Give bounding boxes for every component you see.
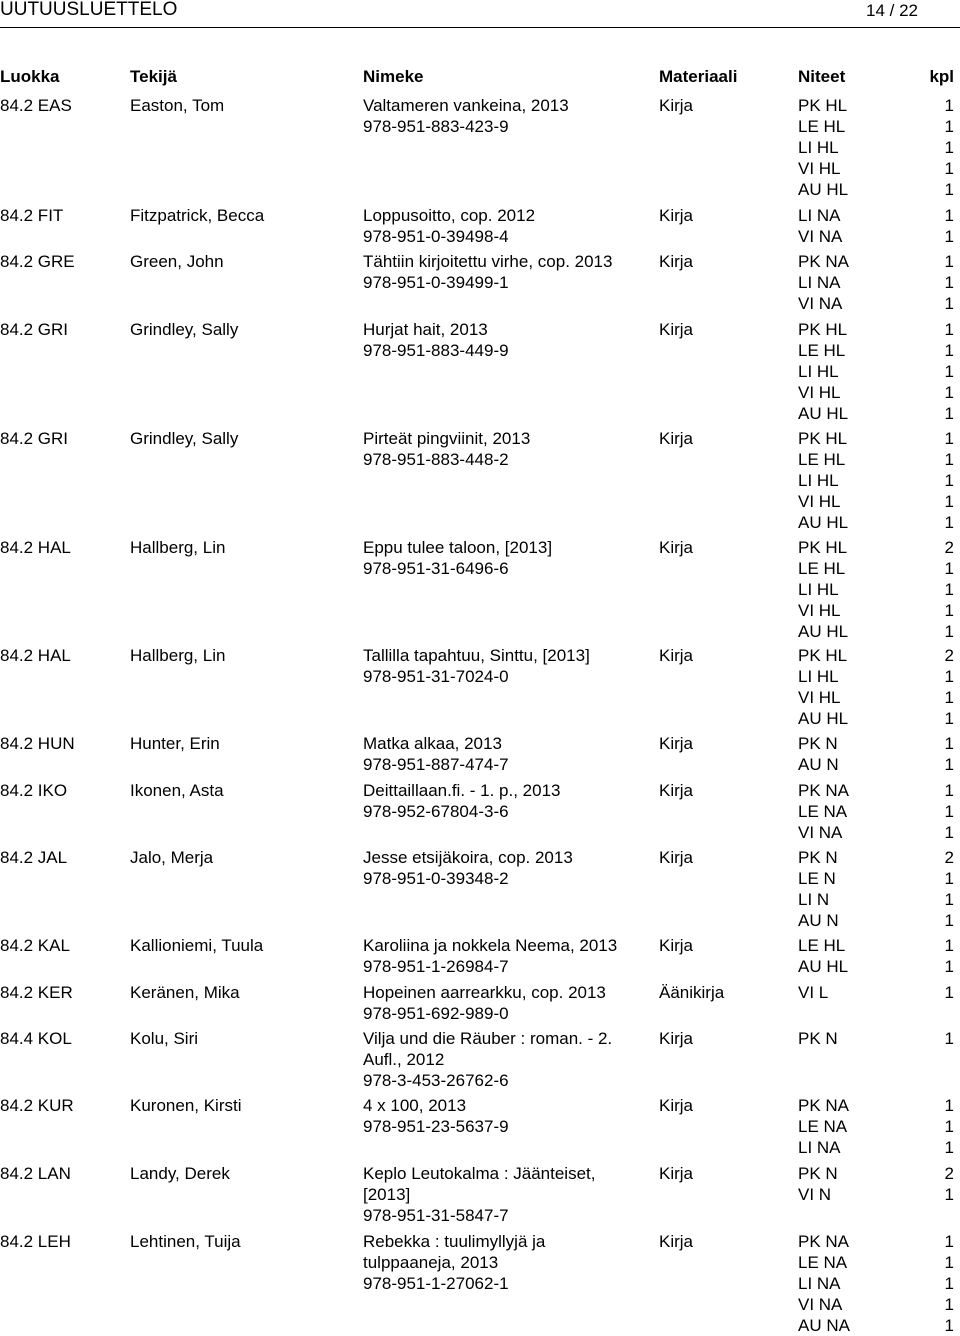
location-code: LE HL [798,559,846,578]
title-text: Rebekka : tuulimyllyjä ja [363,1232,546,1251]
holdings-cell [798,935,848,977]
author-cell: Hunter, Erin [130,734,220,753]
count-cell [945,537,954,642]
copy-count: 1 [944,159,954,178]
location-code: VI HL [798,492,841,511]
copy-count: 1 [944,823,954,842]
author-cell: Keränen, Mika [130,983,240,1002]
isbn-text: 978-951-887-474-7 [363,755,509,774]
author-cell: Easton, Tom [130,96,225,115]
title-text: Tallilla tapahtuu, Sinttu, [2013] [363,646,590,665]
copy-count: 1 [944,911,954,930]
class-cell: 84.2 LAN [0,1164,71,1183]
isbn-text: 978-951-31-6496-6 [363,559,509,578]
holdings-cell [798,1028,838,1049]
copy-count: 1 [944,96,954,115]
author-cell: Hallberg, Lin [130,646,226,665]
isbn-text: 978-951-31-5847-7 [363,1206,509,1225]
class-cell: 84.2 LEH [0,1232,71,1251]
count-cell [945,205,954,247]
material-cell: Kirja [659,781,694,800]
copy-count: 1 [944,957,954,976]
column-header-count: kpl [929,67,954,86]
location-code: VI L [798,983,829,1002]
material-cell: Kirja [659,1029,694,1048]
column-header-material: Materiaali [659,67,738,86]
location-code: LI HL [798,471,839,490]
location-code: AU HL [798,957,849,976]
material-cell: Kirja [659,429,694,448]
author-cell: Kuronen, Kirsti [130,1096,242,1115]
location-code: VI HL [798,159,841,178]
copy-count: 1 [944,869,954,888]
location-code: LI NA [798,206,841,225]
class-cell: 84.2 HUN [0,734,75,753]
isbn-text: 978-951-0-39348-2 [363,869,509,888]
copy-count: 1 [944,513,954,532]
isbn-text: 978-951-883-448-2 [363,450,509,469]
title-text: Jesse etsijäkoira, cop. 2013 [363,848,573,867]
class-cell: 84.2 EAS [0,96,72,115]
location-code: LI HL [798,362,839,381]
author-cell: Lehtinen, Tuija [130,1232,241,1251]
title-cell [363,935,653,977]
class-cell: 84.2 KUR [0,1096,74,1115]
isbn-text: 978-951-1-27062-1 [363,1274,509,1293]
material-cell: Kirja [659,538,694,557]
title-cell [363,537,653,579]
copy-count: 1 [944,688,954,707]
copy-count: 2 [944,538,954,557]
header-divider [0,27,960,28]
copy-count: 1 [944,580,954,599]
holdings-cell [798,733,839,775]
location-code: AU HL [798,622,849,641]
title-text: Valtameren vankeina, 2013 [363,96,569,115]
class-cell: 84.4 KOL [0,1029,72,1048]
copy-count: 1 [944,383,954,402]
copy-count: 1 [944,273,954,292]
catalog-title: UUTUUSLUETTELO [0,0,178,20]
title-cell [363,982,653,1024]
class-cell: 84.2 IKO [0,781,68,800]
material-cell: Kirja [659,1164,694,1183]
title-text: Pirteät pingviinit, 2013 [363,429,531,448]
author-cell: Hallberg, Lin [130,538,226,557]
title-text: Aufl., 2012 [363,1050,445,1069]
copy-count: 1 [944,471,954,490]
location-code: VI NA [798,294,843,313]
isbn-text: 978-952-67804-3-6 [363,802,509,821]
location-code: LE NA [798,1253,848,1272]
copy-count: 1 [944,601,954,620]
class-cell: 84.2 GRI [0,320,69,339]
copy-count: 1 [944,1096,954,1115]
copy-count: 1 [944,781,954,800]
column-header-class: Luokka [0,67,60,86]
author-cell: Jalo, Merja [130,848,214,867]
count-cell [945,1028,954,1049]
title-cell [363,1231,653,1294]
isbn-text: 978-951-1-26984-7 [363,957,509,976]
class-cell: 84.2 GRI [0,429,69,448]
title-text: 4 x 100, 2013 [363,1096,467,1115]
location-code: PK HL [798,646,848,665]
copy-count: 1 [944,734,954,753]
count-cell [945,1095,954,1158]
copy-count: 1 [944,890,954,909]
location-code: AU HL [798,404,849,423]
location-code: VI NA [798,227,843,246]
location-code: VI N [798,1185,832,1204]
holdings-cell [798,982,828,1003]
copy-count: 1 [944,709,954,728]
location-code: LE N [798,869,836,888]
copy-count: 1 [944,1274,954,1293]
count-cell [945,935,954,977]
isbn-text: 978-3-453-26762-6 [363,1071,509,1090]
copy-count: 1 [944,1117,954,1136]
title-text: Keplo Leutokalma : Jäänteiset, [363,1164,596,1183]
copy-count: 2 [944,848,954,867]
copy-count: 2 [944,646,954,665]
title-text: Vilja und die Räuber : roman. - 2. [363,1029,613,1048]
holdings-cell [798,1095,849,1158]
location-code: LE NA [798,1117,848,1136]
isbn-text: 978-951-883-449-9 [363,341,509,360]
copy-count: 2 [944,1164,954,1183]
title-cell [363,251,653,293]
location-code: PK HL [798,320,848,339]
copy-count: 1 [944,492,954,511]
holdings-cell [798,428,848,533]
location-code: LE HL [798,936,846,955]
title-cell [363,1163,653,1226]
class-cell: 84.2 GRE [0,252,75,271]
material-cell: Kirja [659,848,694,867]
location-code: VI HL [798,601,841,620]
author-cell: Green, John [130,252,224,271]
title-cell [363,428,653,470]
title-text: Karoliina ja nokkela Neema, 2013 [363,936,618,955]
location-code: PK NA [798,1232,850,1251]
isbn-text: 978-951-0-39499-1 [363,273,509,292]
title-text: Eppu tulee taloon, [2013] [363,538,553,557]
material-cell: Kirja [659,252,694,271]
material-cell: Kirja [659,1096,694,1115]
class-cell: 84.2 JAL [0,848,68,867]
holdings-cell [798,319,848,424]
copy-count: 1 [944,755,954,774]
copy-count: 1 [944,429,954,448]
class-cell: 84.2 HAL [0,646,71,665]
author-cell: Grindley, Sally [130,429,239,448]
holdings-cell [798,847,839,931]
location-code: LE HL [798,450,846,469]
count-cell [945,645,954,729]
title-cell [363,1028,653,1091]
holdings-cell [798,1231,850,1336]
title-cell [363,847,653,889]
location-code: VI NA [798,823,843,842]
title-cell [363,733,653,775]
location-code: PK N [798,734,838,753]
copy-count: 1 [944,1232,954,1251]
holdings-cell [798,1163,838,1205]
isbn-text: 978-951-883-423-9 [363,117,509,136]
location-code: LI NA [798,1274,841,1293]
title-text: Matka alkaa, 2013 [363,734,502,753]
copy-count: 1 [944,1295,954,1314]
isbn-text: 978-951-23-5637-9 [363,1117,509,1136]
holdings-cell [798,537,848,642]
location-code: LI HL [798,667,839,686]
count-cell [945,847,954,931]
material-cell: Kirja [659,646,694,665]
column-header-title: Nimeke [363,67,424,86]
count-cell [945,1231,954,1336]
title-text: Hopeinen aarrearkku, cop. 2013 [363,983,606,1002]
author-cell: Grindley, Sally [130,320,239,339]
column-header-notes: Niteet [798,67,846,86]
location-code: LE HL [798,117,846,136]
title-cell [363,1095,653,1137]
copy-count: 1 [944,1316,954,1335]
copy-count: 1 [944,802,954,821]
holdings-cell [798,251,849,314]
copy-count: 1 [944,667,954,686]
isbn-text: 978-951-0-39498-4 [363,227,509,246]
location-code: PK HL [798,429,848,448]
location-code: LE NA [798,802,848,821]
isbn-text: 978-951-31-7024-0 [363,667,509,686]
count-cell [945,982,954,1003]
material-cell: Kirja [659,96,694,115]
title-text: Loppusoitto, cop. 2012 [363,206,536,225]
location-code: PK HL [798,538,848,557]
author-cell: Landy, Derek [130,1164,230,1183]
title-cell [363,95,653,137]
copy-count: 1 [944,1253,954,1272]
count-cell [945,251,954,314]
copy-count: 1 [944,138,954,157]
copy-count: 1 [944,1029,954,1048]
material-cell: Kirja [659,206,694,225]
holdings-cell [798,205,842,247]
location-code: LI NA [798,273,841,292]
copy-count: 1 [944,936,954,955]
title-text: [2013] [363,1185,411,1204]
count-cell [945,428,954,533]
holdings-cell [798,95,848,200]
count-cell [945,95,954,200]
copy-count: 1 [944,227,954,246]
copy-count: 1 [944,362,954,381]
location-code: AU N [798,755,839,774]
title-cell [363,319,653,361]
location-code: LI HL [798,138,839,157]
material-cell: Kirja [659,936,694,955]
count-cell [945,733,954,775]
page-number: 14 / 22 [866,1,918,20]
copy-count: 1 [944,320,954,339]
copy-count: 1 [944,341,954,360]
location-code: LI NA [798,1138,841,1157]
title-text: Tähtiin kirjoitettu virhe, cop. 2013 [363,252,613,271]
copy-count: 1 [944,294,954,313]
author-cell: Kolu, Siri [130,1029,199,1048]
location-code: PK N [798,1029,838,1048]
class-cell: 84.2 KER [0,983,73,1002]
author-cell: Fitzpatrick, Becca [130,206,265,225]
copy-count: 1 [944,622,954,641]
location-code: LE HL [798,341,846,360]
isbn-text: 978-951-692-989-0 [363,1004,509,1023]
holdings-cell [798,780,849,843]
copy-count: 1 [944,206,954,225]
copy-count: 1 [944,117,954,136]
copy-count: 1 [944,983,954,1002]
author-cell: Kallioniemi, Tuula [130,936,264,955]
copy-count: 1 [944,1138,954,1157]
material-cell: Kirja [659,320,694,339]
count-cell [945,319,954,424]
title-text: tulppaaneja, 2013 [363,1253,499,1272]
location-code: AU HL [798,709,849,728]
material-cell: Kirja [659,734,694,753]
copy-count: 1 [944,1185,954,1204]
material-cell: Äänikirja [659,983,725,1002]
location-code: PK NA [798,1096,850,1115]
location-code: AU NA [798,1316,850,1335]
location-code: VI HL [798,383,841,402]
copy-count: 1 [944,252,954,271]
count-cell [945,1163,954,1205]
material-cell: Kirja [659,1232,694,1251]
location-code: AU HL [798,180,849,199]
class-cell: 84.2 FIT [0,206,64,225]
column-header-author: Tekijä [130,67,177,86]
location-code: AU N [798,911,839,930]
title-text: Hurjat hait, 2013 [363,320,488,339]
copy-count: 1 [944,450,954,469]
location-code: PK N [798,848,838,867]
location-code: PK NA [798,252,850,271]
copy-count: 1 [944,180,954,199]
copy-count: 1 [944,404,954,423]
title-cell [363,645,653,687]
copy-count: 1 [944,559,954,578]
title-cell [363,780,653,822]
location-code: LI N [798,890,830,909]
location-code: VI NA [798,1295,843,1314]
location-code: PK HL [798,96,848,115]
title-text: Deittaillaan.fi. - 1. p., 2013 [363,781,561,800]
location-code: PK N [798,1164,838,1183]
class-cell: 84.2 HAL [0,538,71,557]
class-cell: 84.2 KAL [0,936,70,955]
location-code: PK NA [798,781,850,800]
holdings-cell [798,645,848,729]
location-code: LI HL [798,580,839,599]
author-cell: Ikonen, Asta [130,781,224,800]
title-cell [363,205,653,247]
count-cell [945,780,954,843]
location-code: VI HL [798,688,841,707]
location-code: AU HL [798,513,849,532]
